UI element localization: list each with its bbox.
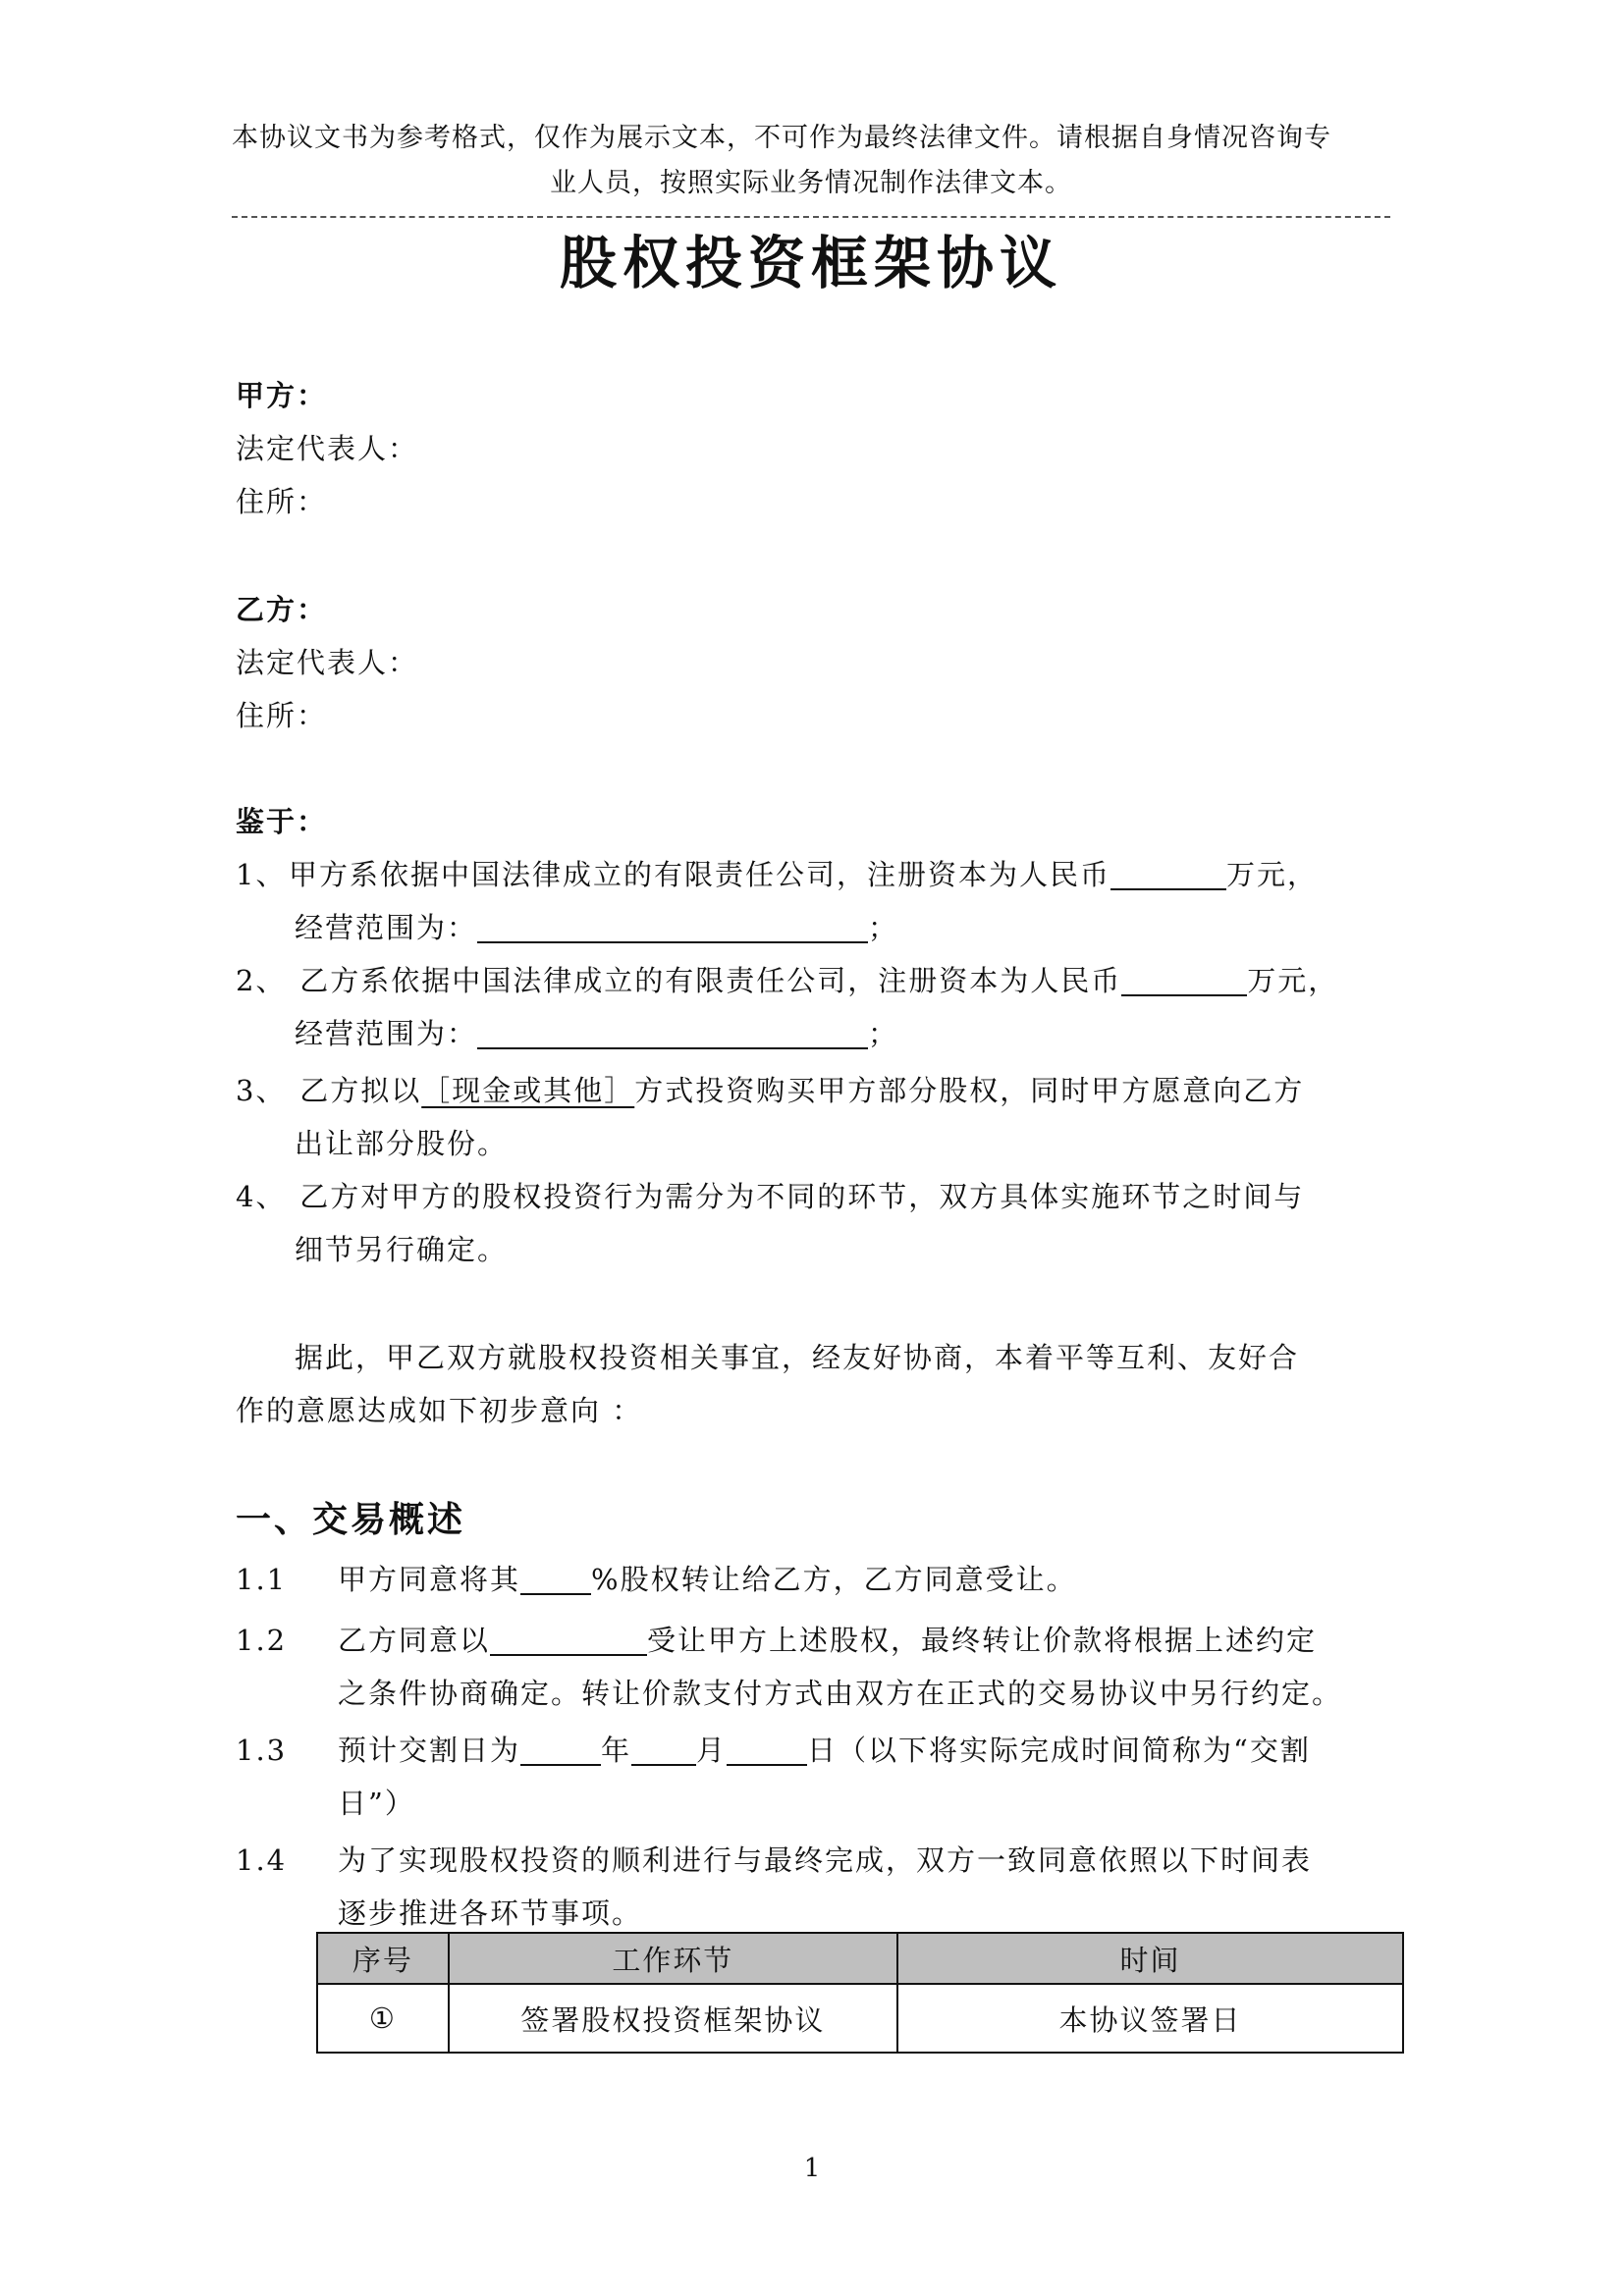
clause-text: 乙方同意以 <box>338 1624 491 1657</box>
clause-1-1 <box>236 1553 1077 1606</box>
disclaimer-line-2: 业人员，按照实际业务情况制作法律文本。 <box>550 168 1072 198</box>
whereas-item-4-cont: 细节另行确定。 <box>295 1233 509 1266</box>
clause-text: 受让甲方上述股权，最终转让价款将根据上述约定 <box>647 1624 1318 1657</box>
item-text: 经营范围为： <box>295 1017 478 1050</box>
dashed-divider <box>232 216 1390 218</box>
whereas-item-4 <box>236 1170 1304 1223</box>
item-number: 2、 <box>236 964 287 997</box>
page-number: 1 <box>803 2154 821 2183</box>
payment-method-field: ［现金或其他］ <box>421 1074 635 1107</box>
preamble-line-1: 据此，甲乙双方就股权投资相关事宜，经友好协商，本着平等互利、友好合 <box>295 1341 1300 1374</box>
clause-number: 1.3 <box>236 1734 288 1767</box>
blank-line <box>477 1016 868 1049</box>
disclaimer-line-1: 本协议文书为参考格式，仅作为展示文本，不可作为最终法律文件。请根据自身情况咨询专 <box>232 123 1331 153</box>
item-number: 3、 <box>236 1074 287 1107</box>
clause-1-3 <box>236 1724 1311 1777</box>
party-a-rep: 法定代表人： <box>236 432 419 465</box>
blank-line <box>631 1733 696 1766</box>
item-text: ； <box>868 1017 899 1050</box>
whereas-item-3-cont: 出让部分股份。 <box>295 1127 509 1160</box>
party-b-address: 住所： <box>236 699 328 732</box>
clause-text: %股权转让给乙方，乙方同意受让。 <box>591 1563 1077 1596</box>
column-header-step: 工作环节 <box>449 1933 897 1984</box>
item-text: ； <box>868 911 899 944</box>
clause-1-2 <box>236 1614 1317 1667</box>
item-number: 1、 <box>236 858 287 891</box>
column-header-no: 序号 <box>317 1933 449 1984</box>
clause-number: 1.2 <box>236 1624 288 1657</box>
blank-line <box>727 1733 807 1766</box>
whereas-item-1 <box>236 848 1318 901</box>
clause-1-3-cont: 日”） <box>338 1787 415 1820</box>
whereas-item-1-cont <box>295 901 898 954</box>
cell-step: 签署股权投资框架协议 <box>449 1984 897 2053</box>
party-a-block <box>236 369 418 528</box>
column-header-time: 时间 <box>897 1933 1403 1984</box>
item-text: 经营范围为： <box>295 911 478 944</box>
party-b-heading: 乙方： <box>236 593 328 626</box>
cell-no: ① <box>317 1984 449 2053</box>
clause-text: 为了实现股权投资的顺利进行与最终完成，双方一致同意依照以下时间表 <box>338 1843 1313 1877</box>
clause-text: 预计交割日为 <box>338 1734 521 1767</box>
party-a-heading: 甲方： <box>236 379 328 412</box>
section-1-heading: 一、交易概述 <box>236 1499 466 1540</box>
item-text: 万元， <box>1247 964 1339 997</box>
whereas-item-2-cont <box>295 1007 898 1060</box>
clause-text: 月 <box>696 1734 728 1767</box>
item-text: 甲方系依据中国法律成立的有限责任公司，注册资本为人民币 <box>289 858 1111 891</box>
item-text: 方式投资购买甲方部分股权，同时甲方愿意向乙方 <box>634 1074 1305 1107</box>
clause-1-4-cont: 逐步推进各环节事项。 <box>338 1896 643 1930</box>
whereas-item-2 <box>236 954 1338 1007</box>
party-b-rep: 法定代表人： <box>236 646 419 679</box>
blank-line <box>520 1562 591 1595</box>
clause-text: 甲方同意将其 <box>338 1563 521 1596</box>
preamble-line-2: 作的意愿达成如下初步意向 ： <box>236 1394 643 1427</box>
cell-time: 本协议签署日 <box>897 1984 1403 2053</box>
disclaimer-notice <box>232 116 1390 206</box>
clause-1-2-cont: 之条件协商确定。转让价款支付方式由双方在正式的交易协议中另行约定。 <box>338 1677 1343 1710</box>
clause-1-4 <box>236 1834 1312 1887</box>
table-header-row <box>317 1933 1403 1984</box>
blank-line <box>490 1623 647 1656</box>
party-a-address: 住所： <box>236 485 328 518</box>
whereas-item-3 <box>236 1064 1304 1117</box>
document-title: 股权投资框架协议 <box>559 230 1062 296</box>
whereas-heading: 鉴于： <box>236 805 328 838</box>
item-text: 乙方对甲方的股权投资行为需分为不同的环节，双方具体实施环节之时间与 <box>289 1180 1305 1213</box>
item-text: 乙方拟以 <box>289 1074 422 1107</box>
blank-line <box>477 910 868 943</box>
blank-line <box>520 1733 601 1766</box>
clause-text: 年 <box>601 1734 632 1767</box>
clause-number: 1.1 <box>236 1563 288 1596</box>
blank-line <box>1110 857 1226 890</box>
item-number: 4、 <box>236 1180 287 1213</box>
schedule-table <box>316 1932 1404 2054</box>
clause-text: 日（以下将实际完成时间简称为“交割 <box>807 1734 1311 1767</box>
party-b-block <box>236 583 418 742</box>
item-text: 万元， <box>1226 858 1319 891</box>
table-row <box>317 1984 1403 2053</box>
clause-number: 1.4 <box>236 1843 288 1877</box>
item-text: 乙方系依据中国法律成立的有限责任公司，注册资本为人民币 <box>289 964 1122 997</box>
blank-line <box>1121 963 1247 996</box>
